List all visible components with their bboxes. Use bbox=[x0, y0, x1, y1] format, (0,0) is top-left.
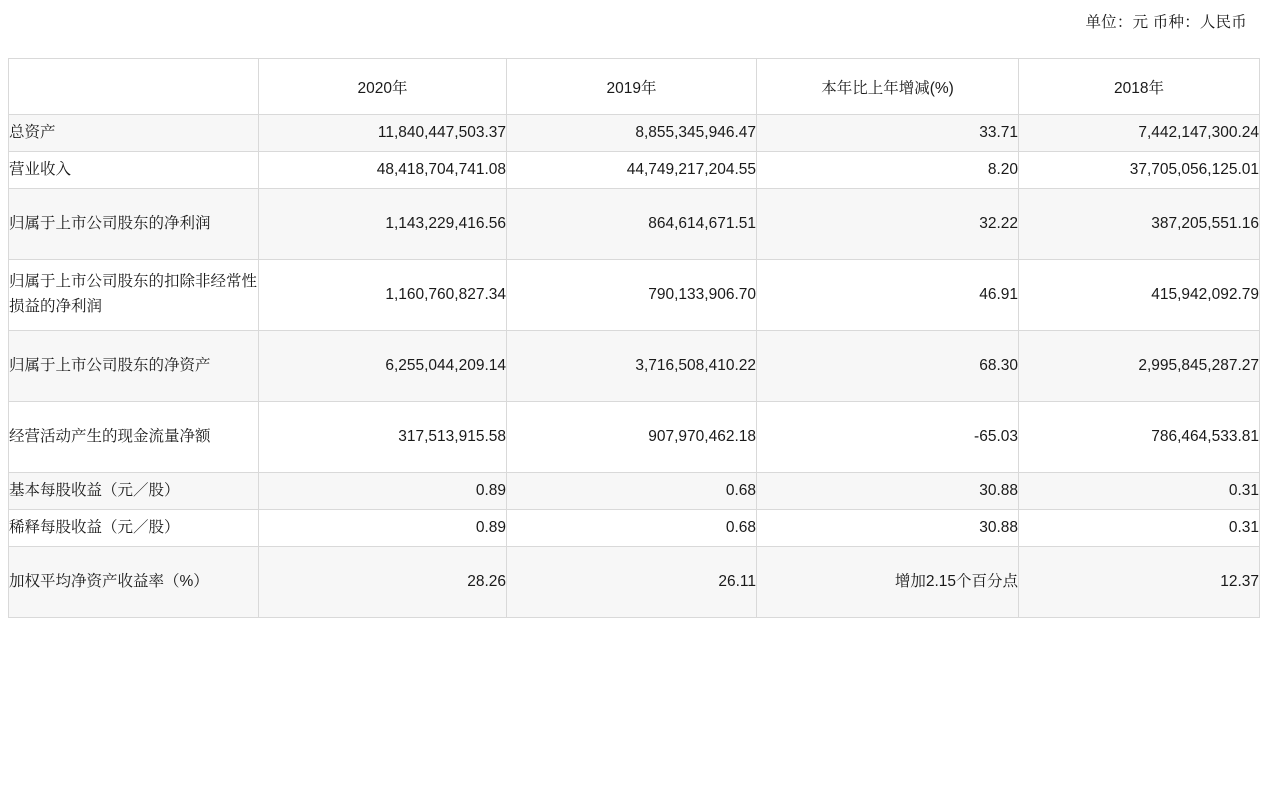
cell-2018: 0.31 bbox=[1019, 510, 1260, 547]
row-label: 基本每股收益（元／股） bbox=[9, 473, 259, 510]
cell-change: 8.20 bbox=[757, 152, 1019, 189]
cell-2019: 790,133,906.70 bbox=[507, 260, 757, 331]
cell-2020: 11,840,447,503.37 bbox=[259, 115, 507, 152]
unit-note: 单位：元 币种：人民币 bbox=[1085, 14, 1247, 31]
cell-change: 30.88 bbox=[757, 473, 1019, 510]
cell-2019: 0.68 bbox=[507, 510, 757, 547]
cell-change: 33.71 bbox=[757, 115, 1019, 152]
table-row bbox=[9, 510, 1260, 547]
cell-change: -65.03 bbox=[757, 402, 1019, 473]
table-row bbox=[9, 260, 1260, 331]
cell-2018: 12.37 bbox=[1019, 547, 1260, 618]
cell-2019: 3,716,508,410.22 bbox=[507, 331, 757, 402]
table-header-row bbox=[9, 59, 1260, 115]
cell-change: 68.30 bbox=[757, 331, 1019, 402]
column-header-2018: 2018年 bbox=[1019, 59, 1260, 115]
cell-change: 30.88 bbox=[757, 510, 1019, 547]
row-label: 归属于上市公司股东的净利润 bbox=[9, 189, 259, 260]
cell-change: 46.91 bbox=[757, 260, 1019, 331]
table-row bbox=[9, 402, 1260, 473]
cell-2020: 317,513,915.58 bbox=[259, 402, 507, 473]
table-row bbox=[9, 473, 1260, 510]
cell-2020: 6,255,044,209.14 bbox=[259, 331, 507, 402]
cell-2019: 907,970,462.18 bbox=[507, 402, 757, 473]
financial-summary-table bbox=[8, 58, 1260, 618]
row-label: 归属于上市公司股东的扣除非经常性损益的净利润 bbox=[9, 260, 259, 331]
cell-2020: 0.89 bbox=[259, 473, 507, 510]
cell-2020: 1,160,760,827.34 bbox=[259, 260, 507, 331]
cell-2018: 387,205,551.16 bbox=[1019, 189, 1260, 260]
cell-2020: 28.26 bbox=[259, 547, 507, 618]
cell-2019: 44,749,217,204.55 bbox=[507, 152, 757, 189]
column-header-change: 本年比上年增减(%) bbox=[757, 59, 1019, 115]
table-row bbox=[9, 115, 1260, 152]
cell-2020: 48,418,704,741.08 bbox=[259, 152, 507, 189]
row-label: 营业收入 bbox=[9, 152, 259, 189]
cell-2020: 0.89 bbox=[259, 510, 507, 547]
table-row bbox=[9, 152, 1260, 189]
cell-2018: 37,705,056,125.01 bbox=[1019, 152, 1260, 189]
row-label: 归属于上市公司股东的净资产 bbox=[9, 331, 259, 402]
cell-2019: 864,614,671.51 bbox=[507, 189, 757, 260]
cell-change: 增加2.15个百分点 bbox=[757, 547, 1019, 618]
cell-2018: 786,464,533.81 bbox=[1019, 402, 1260, 473]
row-label: 加权平均净资产收益率（%） bbox=[9, 547, 259, 618]
row-label: 经营活动产生的现金流量净额 bbox=[9, 402, 259, 473]
table-row bbox=[9, 547, 1260, 618]
cell-2018: 2,995,845,287.27 bbox=[1019, 331, 1260, 402]
cell-2019: 26.11 bbox=[507, 547, 757, 618]
column-header-blank bbox=[9, 59, 259, 115]
column-header-2020: 2020年 bbox=[259, 59, 507, 115]
table-row bbox=[9, 189, 1260, 260]
column-header-2019: 2019年 bbox=[507, 59, 757, 115]
cell-2020: 1,143,229,416.56 bbox=[259, 189, 507, 260]
row-label: 总资产 bbox=[9, 115, 259, 152]
row-label: 稀释每股收益（元／股） bbox=[9, 510, 259, 547]
table-row bbox=[9, 331, 1260, 402]
cell-2019: 0.68 bbox=[507, 473, 757, 510]
cell-2019: 8,855,345,946.47 bbox=[507, 115, 757, 152]
cell-2018: 415,942,092.79 bbox=[1019, 260, 1260, 331]
cell-2018: 0.31 bbox=[1019, 473, 1260, 510]
cell-2018: 7,442,147,300.24 bbox=[1019, 115, 1260, 152]
cell-change: 32.22 bbox=[757, 189, 1019, 260]
